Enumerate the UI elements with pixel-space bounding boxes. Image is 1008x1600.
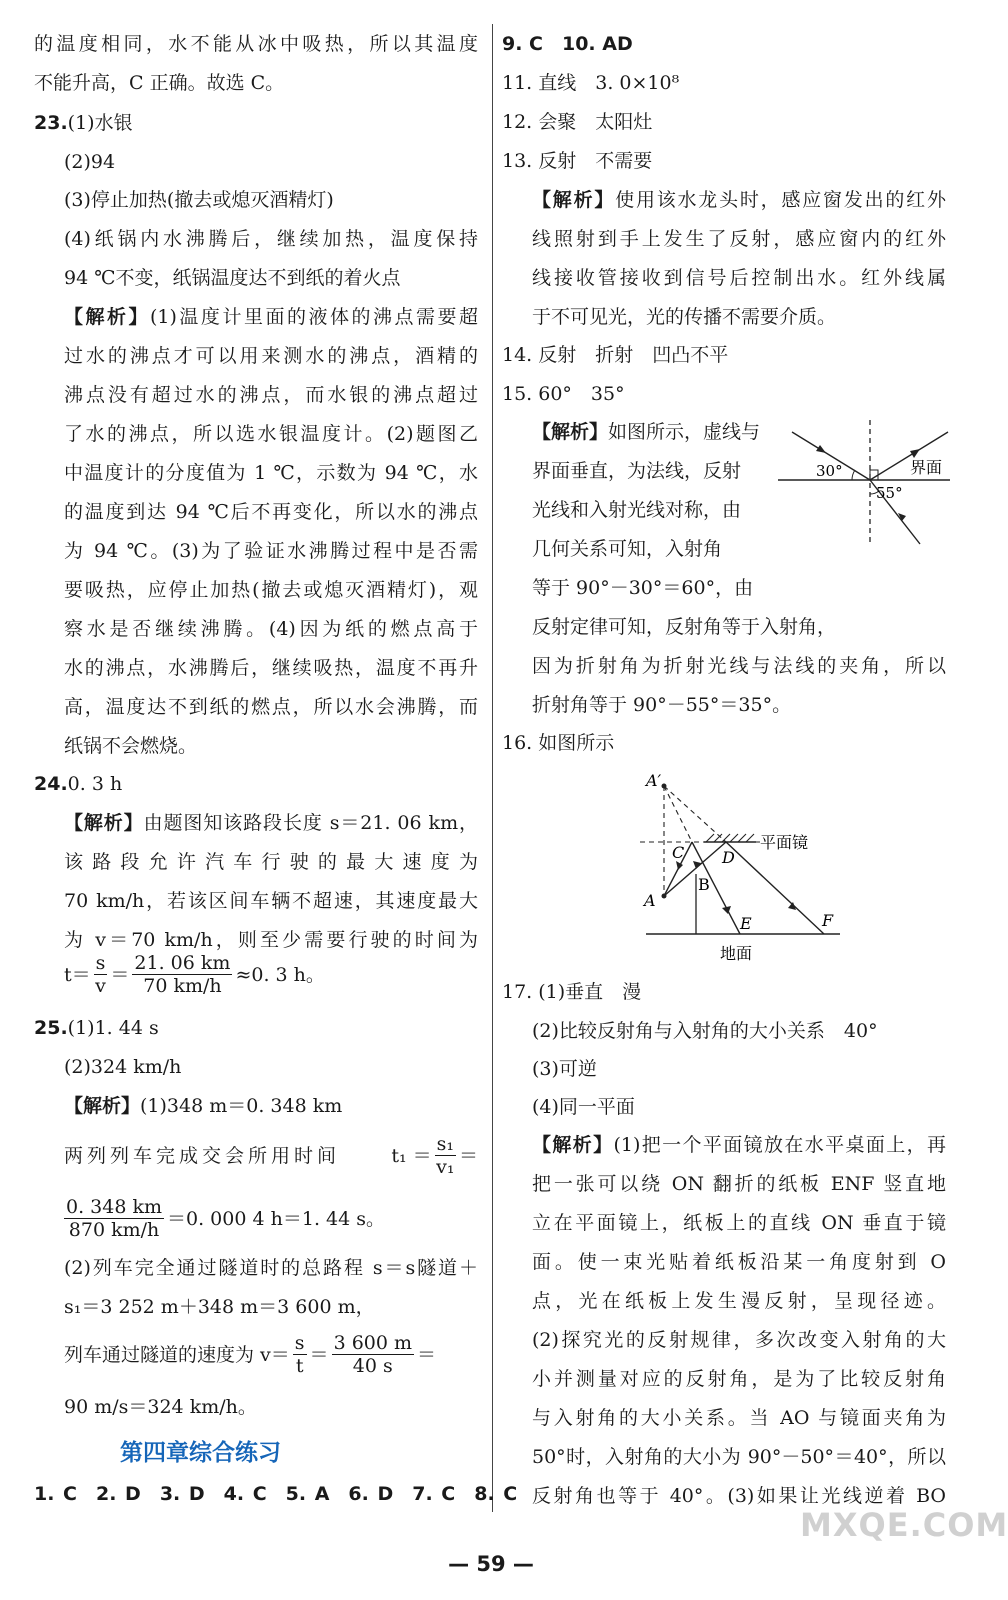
text-line: 不能升高，C 正确。故选 C。 (34, 72, 285, 94)
q23-answer-3: (3)停止加热(撤去或熄灭酒精灯) (64, 189, 334, 211)
answer-12: 12. 会聚 太阳灶 (502, 111, 653, 133)
text-line: 面。使一束光贴着纸板沿某一角度射到 O (532, 1251, 946, 1273)
mirror-hatching (706, 834, 754, 842)
text-line: 过水的沸点才可以用来测水的沸点，酒精的 (64, 345, 478, 367)
text-line: 高，温度达不到纸的燃点，所以水会沸腾，而 (64, 696, 478, 718)
answer-17: 17. (1)垂直 漫 (502, 981, 642, 1003)
svg-text:C: C (672, 843, 685, 862)
text-line: 立在平面镜上，纸板上的直线 ON 垂直于镜 (532, 1212, 946, 1234)
fraction: $\frac{\text{s₁}}{\text{v₁}}$ (436, 1133, 455, 1178)
text-line: (2)列车完全通过隧道时的总路程 s＝s隧道＋ (64, 1257, 478, 1279)
text-line: 线照射到手上发生了反射，感应窗内的红外 (532, 228, 946, 250)
text-line: 线接收管接收到信号后控制出水。红外线属 (532, 267, 946, 289)
text-line: 折射角等于 90°－55°＝35°。 (532, 694, 792, 716)
angle-label: 55° (876, 484, 903, 502)
chapter-title: 第四章综合练习 (120, 1440, 281, 1466)
q25-formula-3: 列车通过隧道的速度为 v＝ $\frac{s}{t}$ ＝ $\frac{3 600 m}{40 s}$ ＝ (64, 1332, 437, 1377)
text-line: 了水的沸点，所以选水银温度计。(2)题图乙 (64, 423, 478, 445)
svg-text:A′: A′ (646, 771, 662, 790)
text-line: 几何关系可知，入射角 (532, 538, 723, 560)
fraction: $\frac{s}{v}$ (95, 952, 106, 997)
virtual-ray (664, 786, 726, 842)
text-line: 的温度相同，水不能从冰中吸热，所以其温度 (34, 33, 478, 55)
text-line: 水的沸点，水沸腾后，继续吸热，温度不再升 (64, 657, 478, 679)
text-line: 点，光在纸板上发生漫反射，呈现径迹。 (532, 1290, 946, 1312)
text-line: 90 m/s＝324 km/h。 (64, 1396, 257, 1418)
q15-explanation: 【解析】如图所示，虚线与 (532, 421, 761, 443)
svg-text:地面: 地面 (720, 944, 753, 963)
text-line: 察水是否继续沸腾。(4)因为纸的燃点高于 (64, 618, 478, 640)
text-line: 为 94 ℃。(3)为了验证水沸腾过程中是否需 (64, 540, 478, 562)
text-line: 的温度到达 94 ℃后不再变化，所以水的沸点 (64, 501, 478, 523)
mc-answers: 1. C 2. D 3. D 4. C 5. A 6. D 7. C 8. C (34, 1483, 518, 1505)
q23-answer-4: (4)纸锅内水沸腾后，继续加热，温度保持 (64, 228, 478, 250)
text-line: 于不可见光，光的传播不需要介质。 (532, 306, 837, 328)
answer-15: 15. 60° 35° (502, 383, 625, 405)
text-line: (2)探究光的反射规律，多次改变入射角的大 (532, 1329, 946, 1351)
refraction-diagram (772, 418, 952, 548)
text-line: 等于 90°－30°＝60°，由 (532, 577, 754, 599)
answer-11: 11. 直线 3. 0×10⁸ (502, 72, 680, 94)
text-line: 要吸热，应停止加热(撤去或熄灭酒精灯)，观 (64, 579, 478, 601)
text-line: 把一张可以绕 ON 翻折的纸板 ENF 竖直地 (532, 1173, 946, 1195)
q23-answer-1: 23.(1)水银 (34, 112, 133, 134)
q24-explanation: 【解析】由题图知该路段长度 s＝21. 06 km， (64, 812, 478, 834)
virtual-ray (664, 786, 692, 842)
text-line: s₁＝3 252 m＋348 m＝3 600 m， (64, 1296, 375, 1318)
column-divider (492, 24, 493, 1512)
q17-answer-3: (3)可逆 (532, 1058, 597, 1080)
text-line: 沸点没有超过水的沸点，而水银的沸点超过 (64, 384, 478, 406)
fraction: $\frac{s}{t}$ (294, 1332, 305, 1377)
fraction: $\frac{0. 348 km}{870 km/h}$ (66, 1196, 163, 1241)
svg-text:F: F (822, 911, 834, 930)
text-line: 反射定律可知，反射角等于入射角， (532, 616, 837, 638)
angle-label: 30° (816, 462, 843, 480)
q23-answer-4-cont: 94 ℃不变，纸锅温度达不到纸的着火点 (64, 267, 401, 289)
arrow-icon (816, 445, 826, 453)
text-line: 70 km/h，若该区间车辆不超速，其速度最大 (64, 890, 478, 912)
plane-mirror-diagram (630, 762, 850, 970)
fraction: $\frac{3 600 m}{40 s}$ (333, 1332, 413, 1377)
angle-arc (852, 470, 855, 480)
svg-text:A: A (644, 891, 656, 910)
text-line: 因为折射角为折射光线与法线的夹角，所以 (532, 655, 946, 677)
q24-formula: t＝ $\frac{s}{v}$ ＝ $\frac{21. 06 km}{70 km/h}$ ≈0. 3 h。 (64, 952, 325, 997)
watermark: MXQE.COM (800, 1506, 1008, 1544)
q23-answer-2: (2)94 (64, 151, 116, 173)
q25-formula-1: 两列列车完成交会所用时间 t₁ ＝ $\frac{\text{s₁}}{\text{v₁}}$ ＝ (64, 1133, 478, 1178)
answer-13: 13. 反射 不需要 (502, 150, 653, 172)
q25-answer-1: 25.(1)1. 44 s (34, 1017, 159, 1039)
text-line: 纸锅不会燃烧。 (64, 735, 198, 757)
arrow-icon (910, 449, 920, 458)
text-line: 反射角也等于 40°。(3)如果让光线逆着 BO (532, 1485, 946, 1507)
svg-text:D: D (722, 848, 735, 867)
q13-explanation: 【解析】使用该水龙头时，感应窗发出的红外 (532, 189, 946, 211)
q25-explanation: 【解析】(1)348 m＝0. 348 km (64, 1095, 343, 1117)
text-line: 为 v＝70 km/h，则至少需要行驶的时间为 (64, 929, 478, 951)
text-line: 光线和入射光线对称，由 (532, 499, 742, 521)
svg-text:E: E (740, 914, 752, 933)
q25-answer-2: (2)324 km/h (64, 1056, 182, 1078)
q25-formula-2: $\frac{0. 348 km}{870 km/h}$ ＝0. 000 4 h＝1. 44 s。 (66, 1196, 385, 1241)
answer-16: 16. 如图所示 (502, 732, 615, 754)
q17-explanation: 【解析】(1)把一个平面镜放在水平桌面上，再 (532, 1134, 946, 1156)
q24-answer: 24.0. 3 h (34, 773, 123, 795)
answer-14: 14. 反射 折射 凹凸不平 (502, 344, 729, 366)
q17-answer-2: (2)比较反射角与入射角的大小关系 40° (532, 1020, 878, 1042)
text-line: 该路段允许汽车行驶的最大速度为 (64, 851, 478, 873)
text-line: 中温度计的分度值为 1 ℃，示数为 94 ℃，水 (64, 462, 478, 484)
q17-answer-4: (4)同一平面 (532, 1096, 635, 1118)
page-number: — 59 — (448, 1552, 534, 1576)
svg-text:平面镜: 平面镜 (760, 833, 809, 852)
text-line: 50°时，入射角的大小为 90°－50°＝40°，所以 (532, 1446, 946, 1468)
text-line: 小并测量对应的反射角，是为了比较反射角 (532, 1368, 946, 1390)
text-line: 与入射角的大小关系。当 AO 与镜面夹角为 (532, 1407, 946, 1429)
text-line: 界面垂直，为法线，反射 (532, 460, 742, 482)
fraction: $\frac{21. 06 km}{70 km/h}$ (134, 952, 231, 997)
svg-text:B: B (698, 875, 710, 894)
interface-label: 界面 (910, 458, 943, 477)
answer-9-10: 9. C 10. AD (502, 33, 633, 55)
q23-explanation: 【解析】(1)温度计里面的液体的沸点需要超 (64, 306, 478, 328)
